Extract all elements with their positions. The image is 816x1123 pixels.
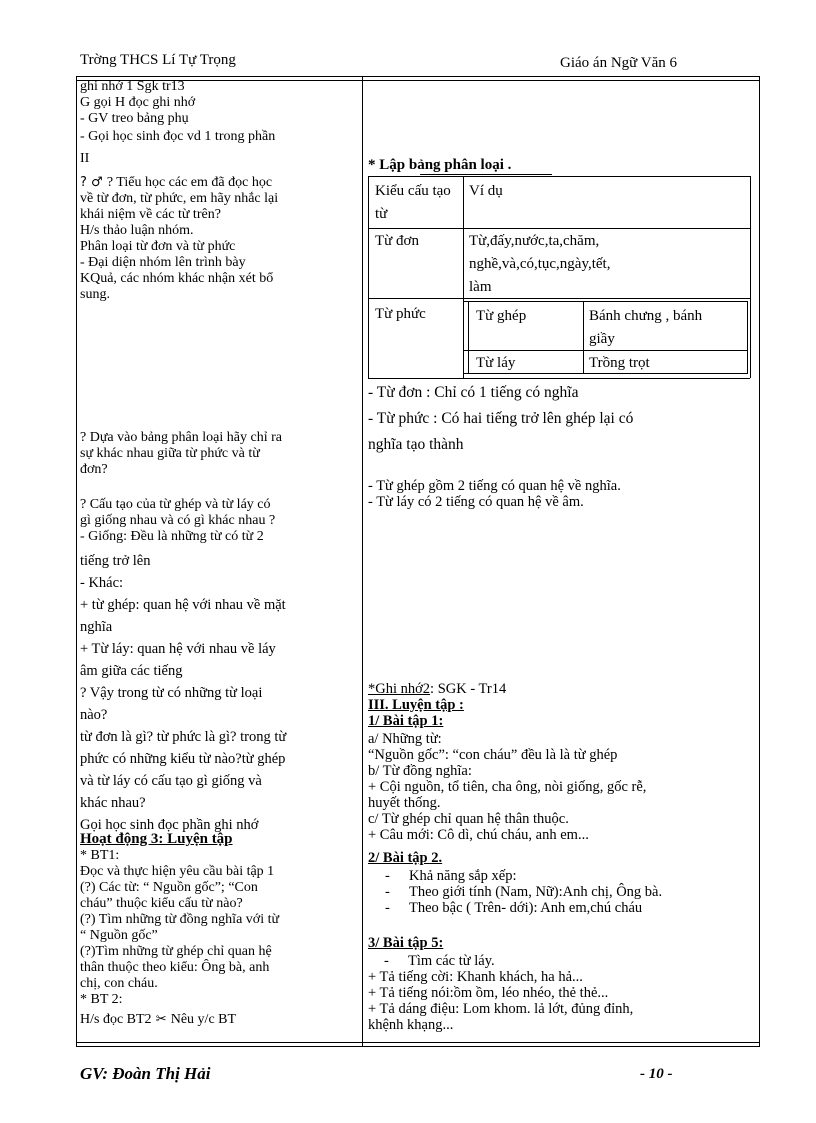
text-line: a/ Những từ:: [368, 731, 442, 747]
table-line: [368, 176, 750, 177]
text-line: phức có những kiểu từ nào?từ ghép: [80, 751, 286, 767]
text-line: khái niệm về các từ trên?: [80, 207, 221, 222]
text-line: II: [80, 151, 90, 166]
text-line: + Tả tiếng nói:ồm ồm, léo nhéo, thẻ thẻ...: [368, 985, 609, 1001]
text-line: + từ ghép: quan hệ với nhau về mặt: [80, 597, 286, 613]
text-line-with-icon: ? ♂ ? Tiểu học các em đã đọc học: [80, 175, 273, 190]
table-sub-ghep-label: Từ ghép: [476, 308, 527, 324]
footer-author: GV: Đoàn Thị Hải: [80, 1064, 211, 1083]
left-block-2: [80, 430, 282, 478]
text-line: - Đại diện nhóm lên trình bày: [80, 255, 246, 270]
table-line: [463, 176, 464, 378]
text-line: G gọi H đọc ghi nhớ: [80, 95, 196, 110]
text-line: b/ Từ đồng nghĩa:: [368, 763, 472, 779]
text-line: tiếng trở lên: [80, 553, 151, 569]
bt2-heading: 2/ Bài tập 2.: [368, 850, 443, 866]
text-line: (?) Tìm những từ đồng nghĩa với từ: [80, 912, 280, 927]
scissors-icon: ✂: [151, 1012, 171, 1027]
definitions: [368, 380, 633, 458]
text-line: sự khác nhau giữa từ phức và từ: [80, 446, 260, 461]
table-line: [368, 176, 369, 378]
table-line: [368, 228, 750, 229]
table-header-type: Kiểu cấu tạo từ: [375, 183, 451, 222]
activity-heading: Hoạt động 3: Luyện tập: [80, 831, 233, 847]
text-line: ? Cấu tạo của từ ghép và từ láy có: [80, 497, 271, 512]
text-line: từ đơn là gì? từ phức là gì? trong từ: [80, 729, 287, 745]
bottom-border: [76, 1042, 760, 1047]
left-block-4: [80, 550, 286, 836]
bt1-heading: 1/ Bài tập 1:: [368, 713, 444, 729]
text-line: (?)Tìm những từ ghép chỉ quan hệ: [80, 944, 272, 959]
relations: [368, 478, 621, 510]
text-line: huyết thống.: [368, 795, 441, 811]
text-line: và từ láy có cấu tạo gì giống và: [80, 773, 262, 789]
text-line: ? Vậy trong từ có những từ loại: [80, 685, 263, 701]
table-sub-lay-example: Trồng trọt: [589, 355, 650, 371]
table-row-don-label: Từ đơn: [375, 233, 419, 249]
text-line: đơn?: [80, 462, 108, 477]
text-line: sung.: [80, 287, 110, 302]
text-line: thân thuộc theo kiểu: Ông bà, anh: [80, 960, 270, 975]
text-line: cháu” thuộc kiểu cấu từ nào?: [80, 896, 243, 911]
text-line: * BT1:: [80, 848, 120, 863]
text-line: nghĩa tạo thành: [368, 436, 464, 453]
text-line: KQuả, các nhóm khác nhận xét bổ: [80, 271, 274, 286]
text-line: gì giống nhau và có gì khác nhau ?: [80, 513, 276, 528]
table-line: [368, 378, 750, 379]
text-line: khác nhau?: [80, 795, 146, 811]
list-item: - Theo bậc ( Trên- dới): Anh em,chú cháu: [385, 900, 643, 916]
text-line: - Khác:: [80, 575, 124, 591]
bt1-content: [368, 731, 646, 843]
text-line: - Từ láy có 2 tiếng có quan hệ về âm.: [368, 494, 584, 510]
table-heading: * Lập bảng phân loại .: [368, 157, 512, 173]
text-line: - GV treo bảng phụ: [80, 111, 189, 126]
table-line: [583, 301, 584, 373]
list-item: - Khả năng sắp xếp:: [385, 868, 517, 884]
table-line: [468, 301, 469, 373]
text-line: về từ đơn, từ phức, em hãy nhắc lại: [80, 191, 279, 206]
left-border: [76, 76, 77, 1046]
heading-underline: [420, 174, 552, 175]
list-item: - Tìm các từ láy.: [384, 953, 495, 969]
text-line: Phân loại từ đơn và từ phức: [80, 239, 236, 254]
right-border: [759, 76, 760, 1046]
text-line: chị, con cháu.: [80, 976, 158, 991]
text-line: Gọi học sinh đọc phần ghi nhớ: [80, 817, 259, 833]
text-line: nào?: [80, 707, 108, 723]
text-line: * BT 2:: [80, 992, 123, 1007]
text-line: (?) Các từ: “ Nguồn gốc”; “Con: [80, 880, 258, 895]
text-line: + Tả tiếng cời: Khanh khách, ha hả...: [368, 969, 583, 985]
header-subject: Giáo án Ngữ Văn 6: [560, 55, 677, 71]
header-school: Trờng THCS Lí Tự Trọng: [80, 52, 236, 68]
text-line: - Giống: Đều là những từ có từ 2: [80, 529, 264, 544]
text-line: ghi nhớ 1 Sgk tr13: [80, 79, 185, 94]
table-line: [747, 301, 748, 373]
column-divider: [362, 76, 363, 1046]
text-line: khệnh khạng...: [368, 1017, 454, 1033]
left-block-3: [80, 497, 275, 545]
table-header-examples: Ví dụ: [469, 183, 503, 199]
list-item: - Theo giới tính (Nam, Nữ):Anh chị, Ông bà.: [385, 884, 663, 900]
text-line: + Câu mới: Cô dì, chú cháu, anh em...: [368, 827, 589, 843]
left-block-5: [80, 848, 279, 1028]
text-line: - Từ phức : Có hai tiếng trở lên ghép lại có: [368, 410, 634, 427]
text-line: Đọc và thực hiện yêu cầu bài tập 1: [80, 864, 275, 879]
section-iii-heading: III. Luyện tập :: [368, 697, 464, 713]
text-line: “Nguồn gốc”: “con cháu” đều là là từ ghép: [368, 747, 618, 763]
ghi-nho-2: *Ghi nhớ2: SGK - Tr14: [368, 681, 507, 697]
table-sub-lay-label: Từ láy: [476, 355, 516, 371]
footer-page-number: - 10 -: [640, 1066, 673, 1082]
text-line: nghĩa: [80, 619, 113, 635]
table-line: [750, 176, 751, 378]
text-line: + Từ láy: quan hệ với nhau về láy: [80, 641, 276, 657]
question-icon: ? ♂: [80, 175, 107, 190]
bt5-content: [368, 953, 633, 1033]
text-line: “ Nguồn gốc”: [80, 928, 158, 943]
bt5-heading: 3/ Bài tập 5:: [368, 935, 444, 951]
table-row-phuc-label: Từ phức: [375, 306, 426, 322]
text-line: - Từ đơn : Chỉ có 1 tiếng có nghĩa: [368, 384, 579, 401]
bt2-list: [385, 868, 662, 916]
text-line: H/s thảo luận nhóm.: [80, 223, 194, 238]
text-line: + Tả dáng điệu: Lom khom. lả lớt, đủng đỉnh,: [368, 1001, 634, 1017]
table-row-don-examples: Từ,đấy,nước,ta,chăm, nghề,và,có,tục,ngày,tết, làm: [469, 233, 611, 295]
text-line: ? Dựa vào bảng phân loại hãy chỉ ra: [80, 430, 282, 445]
left-block-1: [80, 79, 278, 303]
text-line: - Gọi học sinh đọc vd 1 trong phần: [80, 129, 276, 144]
text-line-with-icon: H/s đọc BT2 ✂ Nêu y/c BT: [80, 1012, 237, 1027]
text-line: âm giữa các tiếng: [80, 663, 183, 679]
text-line: c/ Từ ghép chỉ quan hệ thân thuộc.: [368, 811, 569, 827]
table-sub-ghep-example: Bánh chưng , bánh giầy: [589, 308, 703, 347]
table-line: [464, 301, 748, 302]
text-line: + Cội nguồn, tổ tiên, cha ông, nòi giống, gốc rễ,: [368, 779, 647, 795]
text-line: - Từ ghép gồm 2 tiếng có quan hệ về nghĩa.: [368, 478, 621, 494]
